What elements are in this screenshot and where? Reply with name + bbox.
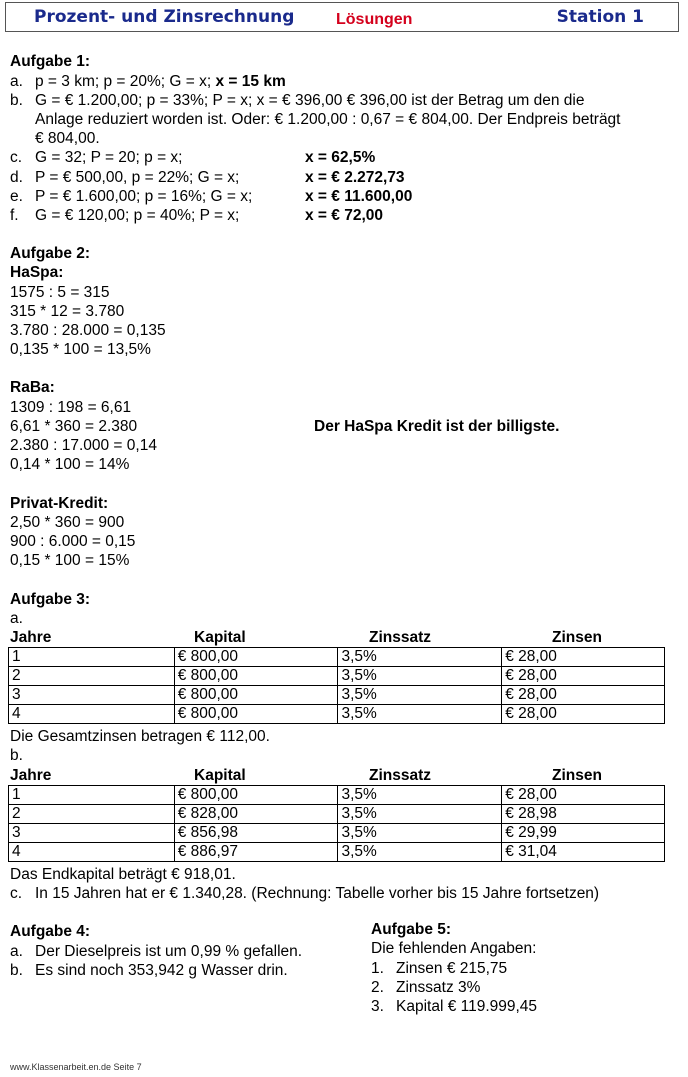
task1-d-result: x = € 2.272,73: [305, 169, 405, 186]
cell: € 856,98: [174, 824, 338, 843]
col-kapital: Kapital: [194, 767, 246, 784]
cell: € 800,00: [174, 667, 338, 686]
task1-heading: Aufgabe 1:: [10, 53, 91, 70]
haspa-line: 3.780 : 28.000 = 0,135: [10, 322, 166, 339]
privat-label: Privat-Kredit:: [10, 495, 109, 512]
table-row: [9, 805, 665, 824]
task1-a-text: p = 3 km; p = 20%; G = x; x = 15 km: [35, 73, 286, 90]
raba-line: 2.380 : 17.000 = 0,14: [10, 437, 157, 454]
table-row: [9, 843, 665, 862]
task4-b-text: Es sind noch 353,942 g Wasser drin.: [35, 962, 288, 979]
task3-a-marker: a.: [10, 610, 23, 627]
cell: € 28,00: [502, 705, 665, 724]
col-kapital: Kapital: [194, 629, 246, 646]
cell: 3,5%: [338, 805, 502, 824]
cell: € 28,00: [502, 786, 665, 805]
task1-b-line1: G = € 1.200,00; p = 33%; P = x; x = € 396,00 € 396,00 ist der Betrag um den die: [35, 92, 585, 109]
raba-line: 0,14 * 100 = 14%: [10, 456, 130, 473]
task1-f-marker: f.: [10, 207, 19, 224]
cell: € 800,00: [174, 686, 338, 705]
task1-c-marker: c.: [10, 149, 23, 166]
cell: 3,5%: [338, 786, 502, 805]
table-row: [9, 667, 665, 686]
task5-item-marker: 1.: [371, 960, 384, 977]
cell: € 886,97: [174, 843, 338, 862]
col-zinsen: Zinsen: [552, 629, 602, 646]
task4-a-text: Der Dieselpreis ist um 0,99 % gefallen.: [35, 943, 303, 960]
task5-item-marker: 3.: [371, 998, 384, 1015]
task1-b-line2: Anlage reduziert worden ist. Oder: € 1.200,00 : 0,67 = € 804,00. Der Endpreis beträgt: [35, 111, 621, 128]
cell: € 28,00: [502, 648, 665, 667]
task3-heading: Aufgabe 3:: [10, 591, 91, 608]
task1-e-result: x = € 11.600,00: [305, 188, 413, 205]
table-row: [9, 786, 665, 805]
task4-a-marker: a.: [10, 943, 23, 960]
privat-line: 900 : 6.000 = 0,15: [10, 533, 136, 550]
cell: € 800,00: [174, 786, 338, 805]
cell: 3,5%: [338, 648, 502, 667]
cell: 4: [9, 843, 175, 862]
haspa-line: 315 * 12 = 3.780: [10, 303, 125, 320]
cell: 3: [9, 824, 175, 843]
cell: 2: [9, 667, 175, 686]
haspa-line: 0,135 * 100 = 13,5%: [10, 341, 151, 358]
task1-c-result: x = 62,5%: [305, 149, 376, 166]
task5-heading: Aufgabe 5:: [371, 921, 452, 938]
raba-line: 6,61 * 360 = 2.380: [10, 418, 138, 435]
haspa-label: HaSpa:: [10, 264, 64, 281]
task1-c-text: G = 32; P = 20; p = x;: [35, 149, 183, 166]
cell: 3,5%: [338, 843, 502, 862]
table-row: [9, 686, 665, 705]
raba-line: 1309 : 198 = 6,61: [10, 399, 132, 416]
cell: 3,5%: [338, 667, 502, 686]
task5-item-text: Zinssatz 3%: [396, 979, 481, 996]
task1-e-marker: e.: [10, 188, 23, 205]
table-row: [9, 648, 665, 667]
cell: € 828,00: [174, 805, 338, 824]
col-jahre: Jahre: [10, 629, 52, 646]
task3-c-text: In 15 Jahren hat er € 1.340,28. (Rechnung: Tabelle vorher bis 15 Jahre fortsetzen): [35, 885, 600, 902]
col-zinssatz: Zinssatz: [369, 629, 432, 646]
task1-b-line3: € 804,00.: [35, 130, 100, 147]
cell: € 28,00: [502, 667, 665, 686]
task1-b-marker: b.: [10, 92, 23, 109]
task3-c-marker: c.: [10, 885, 23, 902]
task2-heading: Aufgabe 2:: [10, 245, 91, 262]
cell: € 28,00: [502, 686, 665, 705]
cell: 3,5%: [338, 824, 502, 843]
cell: 1: [9, 648, 175, 667]
task1-d-text: P = € 500,00, p = 22%; G = x;: [35, 169, 240, 186]
cell: € 800,00: [174, 705, 338, 724]
cell: 3,5%: [338, 686, 502, 705]
task1-d-marker: d.: [10, 169, 23, 186]
cell: 3: [9, 686, 175, 705]
task3-b-marker: b.: [10, 747, 23, 764]
cell: € 800,00: [174, 648, 338, 667]
table-row: [9, 705, 665, 724]
cell: € 31,04: [502, 843, 665, 862]
task5-item-text: Kapital € 119.999,45: [396, 998, 538, 1015]
haspa-line: 1575 : 5 = 315: [10, 284, 110, 301]
task5-item-text: Zinsen € 215,75: [396, 960, 508, 977]
task2-conclusion: Der HaSpa Kredit ist der billigste.: [314, 418, 560, 435]
station-label: Station 1: [556, 7, 644, 27]
task5-item-marker: 2.: [371, 979, 384, 996]
task4-b-marker: b.: [10, 962, 23, 979]
table-b: [8, 785, 665, 862]
table-a: [8, 647, 665, 724]
task1-f-text: G = € 120,00; p = 40%; P = x;: [35, 207, 240, 224]
table-b-header: [10, 766, 610, 785]
privat-line: 0,15 * 100 = 15%: [10, 552, 130, 569]
task3-a-summary: Die Gesamtzinsen betragen € 112,00.: [10, 728, 270, 745]
solutions-label: Lösungen: [336, 11, 413, 28]
cell: 2: [9, 805, 175, 824]
task1-f-result: x = € 72,00: [305, 207, 383, 224]
page-footer: www.Klassenarbeit.en.de Seite 7: [10, 1062, 142, 1072]
cell: 4: [9, 705, 175, 724]
task5-intro: Die fehlenden Angaben:: [371, 940, 537, 957]
col-zinssatz: Zinssatz: [369, 767, 432, 784]
col-jahre: Jahre: [10, 767, 52, 784]
document-title: Prozent- und Zinsrechnung: [34, 7, 295, 27]
task1-a-result: x = 15 km: [215, 73, 286, 90]
cell: € 28,98: [502, 805, 665, 824]
col-zinsen: Zinsen: [552, 767, 602, 784]
task3-b-summary: Das Endkapital beträgt € 918,01.: [10, 866, 236, 883]
cell: 1: [9, 786, 175, 805]
table-a-header: [10, 628, 610, 647]
page-header: [5, 2, 679, 32]
cell: 3,5%: [338, 705, 502, 724]
raba-label: RaBa:: [10, 379, 55, 396]
cell: € 29,99: [502, 824, 665, 843]
task1-a-marker: a.: [10, 73, 23, 90]
task4-heading: Aufgabe 4:: [10, 923, 91, 940]
table-row: [9, 824, 665, 843]
privat-line: 2,50 * 360 = 900: [10, 514, 125, 531]
task1-e-text: P = € 1.600,00; p = 16%; G = x;: [35, 188, 253, 205]
